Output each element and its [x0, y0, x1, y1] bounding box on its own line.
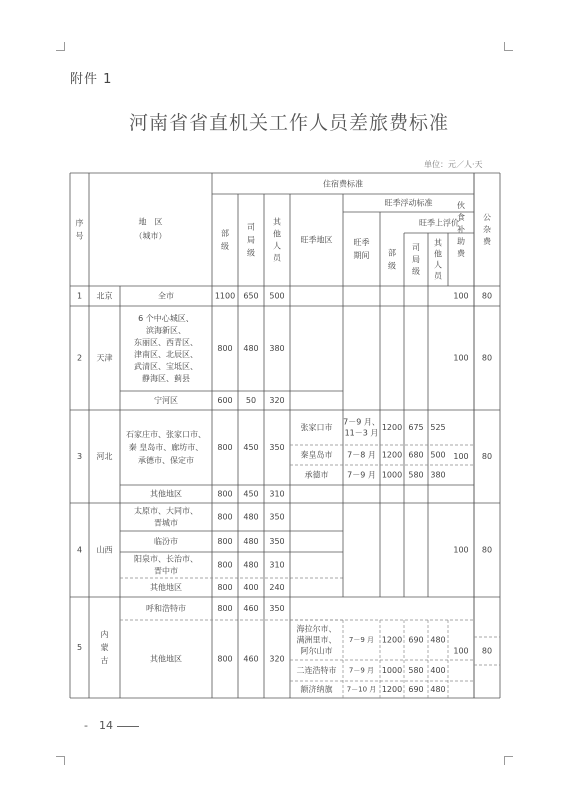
- row4-transport: 80: [481, 545, 493, 555]
- row5-peak-period-2: 7－9 月: [348, 666, 375, 675]
- row5-peak-region-2: 二连浩特市: [296, 666, 337, 675]
- row2-meal: 100: [453, 353, 469, 363]
- row3-peak-others-3: 380: [430, 470, 446, 480]
- row3-peak-minister-1: 1200: [381, 423, 403, 432]
- row3-peak-bureau-1: 675: [408, 423, 424, 432]
- row5-province: 内: [100, 630, 109, 639]
- header-peak-period: 期间: [353, 251, 370, 260]
- header-seq: 序: [75, 218, 84, 228]
- row3-peak-period-1: 7－9 月、: [343, 417, 380, 427]
- row5-peak-others-3: 480: [430, 685, 446, 694]
- header-bureau: 级: [247, 248, 255, 258]
- row3-province: 河北: [96, 452, 113, 461]
- row3-peak-region-2: 秦皇岛市: [300, 450, 333, 460]
- row3-peak-bureau-3: 580: [408, 470, 424, 480]
- row2-transport: 80: [481, 353, 493, 363]
- header-up-others: 员: [434, 271, 442, 281]
- row5-sub1-bureau: 460: [243, 604, 259, 613]
- row2-seq: 2: [76, 353, 83, 363]
- row3-city: 石家庄市、张家口市、: [126, 430, 206, 439]
- row1-seq: 1: [76, 291, 83, 301]
- row5-peak-region-3: 额济纳旗: [300, 685, 333, 694]
- row5-sub1-minister: 800: [217, 604, 233, 613]
- row5-seq: 5: [76, 643, 83, 652]
- row3-peak-minister-3: 1000: [381, 470, 403, 480]
- header-region-sub: （城市）: [134, 231, 167, 241]
- row5-peak-region-1: 满洲里市、: [296, 635, 337, 645]
- row3-peak-period-3: 7－9 月: [347, 470, 376, 480]
- row5-peak-region-1: 海拉尔市、: [296, 624, 337, 634]
- row5-peak-bureau-2: 580: [408, 666, 424, 675]
- row1-bureau: 650: [243, 291, 259, 301]
- header-meal: 伙: [457, 201, 465, 210]
- row1-meal: 100: [453, 291, 469, 301]
- row3-peak-others-2: 500: [430, 450, 446, 460]
- header-up-others: 他: [434, 249, 442, 259]
- header-peak-period: 旺季: [353, 238, 370, 247]
- header-others: 他: [273, 229, 281, 239]
- row5-peak-minister-1: 1200: [381, 635, 403, 645]
- row4-sub2-bureau: 480: [243, 537, 259, 546]
- row3b-minister: 800: [217, 489, 233, 499]
- row2-city: 武清区、宝坻区、: [134, 362, 198, 371]
- row2b-city: 宁河区: [154, 396, 178, 405]
- row3-city: 秦 皇岛市、廊坊市、: [128, 443, 204, 452]
- row3-peak-minister-2: 1200: [381, 450, 403, 460]
- page-number: - 14: [84, 717, 139, 733]
- row5-peak-others-1: 480: [430, 635, 446, 645]
- row5-peak-region-1: 阿尔山市: [300, 646, 333, 656]
- header-up-bureau: 司: [412, 243, 420, 252]
- row3-peak-period-1: 11－3 月: [344, 428, 379, 438]
- header-others: 员: [273, 253, 281, 263]
- unit-label: 单位：元／人·天: [424, 160, 483, 169]
- header-peak-region: 旺季地区: [300, 235, 333, 245]
- row3b-bureau: 450: [243, 489, 259, 499]
- header-transport: 杂: [483, 225, 491, 234]
- row5-sub2-others: 320: [269, 654, 285, 664]
- row3-bureau: 450: [243, 443, 259, 452]
- row4-city-1: 太原市、大同市、: [134, 506, 198, 516]
- row1-minister: 1100: [214, 291, 236, 301]
- row3-peak-bureau-2: 680: [408, 450, 424, 460]
- row2-city: 静海区、蓟县: [142, 374, 190, 383]
- header-transport: 费: [483, 237, 491, 246]
- row5-peak-minister-3: 1200: [381, 685, 403, 694]
- header-lodging: 住宿费标准: [323, 179, 363, 189]
- row5-province: 蒙: [100, 643, 109, 652]
- row5-peak-bureau-3: 690: [408, 685, 424, 694]
- row2-city: 津南区、北辰区、: [134, 350, 198, 359]
- row4-sub3-bureau: 480: [243, 560, 259, 570]
- row5-transport: 80: [481, 646, 493, 656]
- row2-bureau: 480: [243, 344, 259, 353]
- row5-province: 古: [100, 656, 109, 665]
- row4-city-3: 阳泉市、长治市、: [134, 554, 198, 564]
- row4-city-4: 其他地区: [150, 583, 182, 592]
- row5-city-2: 其他地区: [150, 654, 182, 664]
- row5-peak-others-2: 400: [430, 666, 446, 675]
- header-minister: 部: [221, 229, 229, 238]
- header-minister: 级: [221, 242, 229, 251]
- row4-sub2-minister: 800: [217, 537, 233, 546]
- row1-transport: 80: [481, 291, 493, 301]
- header-bureau: 局: [247, 235, 255, 245]
- row5-peak-period-1: 7－9 月: [348, 636, 375, 644]
- row2-minister: 800: [217, 344, 233, 353]
- row4-city-3: 晋中市: [154, 566, 178, 576]
- row5-sub1-others: 350: [269, 604, 285, 613]
- row5-sub2-bureau: 460: [243, 654, 259, 664]
- document-title: 河南省省直机关工作人员差旅费标准: [128, 112, 449, 134]
- row1-city: 全市: [158, 291, 174, 301]
- row2b-minister: 600: [217, 396, 233, 405]
- header-up-others: 人: [434, 260, 442, 270]
- row1-others: 500: [269, 291, 285, 301]
- header-up-minister: 级: [388, 261, 396, 271]
- row3-city: 承德市、保定市: [138, 456, 194, 465]
- row3b-city: 其他地区: [150, 489, 182, 499]
- row4-city-1: 晋城市: [154, 518, 178, 528]
- row5-peak-period-3: 7－10 月: [346, 685, 377, 694]
- row2-others: 380: [269, 344, 285, 353]
- row3-meal: 100: [453, 452, 469, 461]
- header-meal: 补: [457, 225, 465, 234]
- row4-province: 山西: [96, 545, 113, 555]
- row5-city-1: 呼和浩特市: [146, 604, 186, 613]
- page-number-value: 14: [98, 719, 113, 732]
- row3-seq: 3: [76, 452, 83, 461]
- header-meal: 费: [457, 249, 465, 258]
- header-up-bureau: 局: [412, 255, 420, 264]
- row3-peak-region-3: 承德市: [304, 470, 329, 480]
- header-up-minister: 部: [388, 248, 396, 258]
- header-others: 其: [273, 217, 281, 227]
- header-peak-surcharge: 旺季上浮价: [419, 218, 459, 228]
- row2-province: 天津: [96, 353, 113, 363]
- attachment-label: 附件 1: [70, 72, 113, 87]
- row2b-others: 320: [269, 396, 285, 405]
- row3b-others: 310: [269, 489, 285, 499]
- row4-city-2: 临汾市: [154, 537, 178, 546]
- row4-sub3-minister: 800: [217, 560, 233, 570]
- row3-peak-period-2: 7－8 月: [347, 450, 376, 460]
- header-up-others: 其: [434, 238, 442, 248]
- header-bureau: 司: [247, 222, 255, 232]
- row4-sub4-minister: 800: [217, 583, 233, 592]
- header-up-bureau: 级: [412, 267, 420, 276]
- header-meal: 助: [457, 237, 465, 246]
- header-meal: 食: [457, 213, 465, 222]
- row4-sub4-others: 240: [269, 583, 285, 592]
- row4-seq: 4: [76, 545, 83, 555]
- row4-meal: 100: [453, 545, 469, 555]
- header-transport: 公: [483, 213, 491, 222]
- row4-sub1-others: 350: [269, 512, 285, 522]
- row5-sub2-minister: 800: [217, 654, 233, 664]
- row4-sub4-bureau: 400: [243, 583, 259, 592]
- row3-minister: 800: [217, 443, 233, 452]
- row5-peak-minister-2: 1000: [381, 666, 403, 675]
- header-region: 地 区: [138, 217, 163, 227]
- row3-transport: 80: [481, 452, 493, 461]
- row2b-bureau: 50: [245, 396, 257, 405]
- row4-sub1-minister: 800: [217, 512, 233, 522]
- row3-peak-region-1: 张家口市: [300, 423, 333, 432]
- row2-city: 6 个中心城区、: [138, 314, 194, 323]
- row4-sub1-bureau: 480: [243, 512, 259, 522]
- row3-others: 350: [269, 443, 285, 452]
- row5-meal: 100: [453, 646, 469, 656]
- row5-peak-bureau-1: 690: [408, 635, 424, 645]
- header-seq: 号: [75, 231, 84, 241]
- row4-sub3-others: 310: [269, 560, 285, 570]
- row1-province: 北京: [96, 291, 113, 301]
- row2-city: 东丽区、西青区、: [134, 338, 198, 347]
- row2-city: 滨海新区、: [146, 326, 186, 335]
- row4-sub2-others: 350: [269, 537, 285, 546]
- header-peak-standard: 旺季浮动标准: [384, 198, 433, 208]
- header-others: 人: [273, 241, 281, 251]
- row3-peak-others-1: 525: [430, 423, 446, 432]
